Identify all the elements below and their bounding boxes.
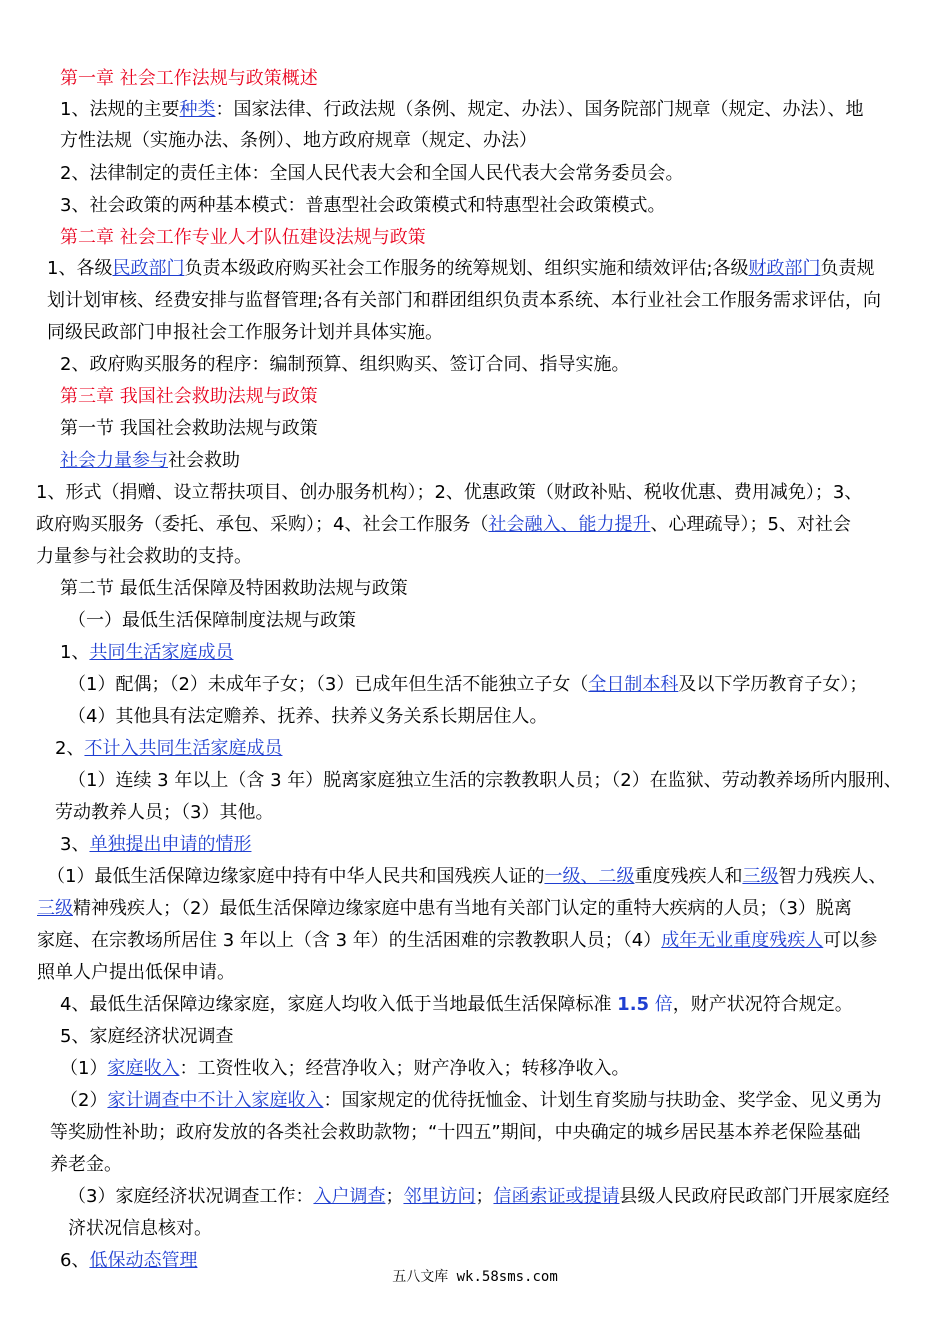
chapter-2-heading: 第二章 社会工作专业人才队伍建设法规与政策 — [60, 227, 426, 248]
link-dandu-shenqing[interactable]: 单独提出申请的情形 — [89, 834, 252, 855]
paragraph-line: 5、家庭经济状况调查 — [60, 1026, 234, 1047]
link-shehui-liliang[interactable]: 社会力量参与 — [60, 450, 168, 471]
paragraph-line: 划计划审核、经费安排与监督管理;各有关部门和群团组织负责本系统、本行业社会工作服务需求评估，向 — [47, 290, 882, 311]
paragraph-line: 三级精神残疾人；（2）最低生活保障边缘家庭中患有当地有关部门认定的重特大疾病的人员；（3）脱离 — [37, 898, 852, 919]
link-jiating-shouru[interactable]: 家庭收入 — [107, 1058, 180, 1079]
link-shehui-rongru[interactable]: 社会融入、能力提升 — [488, 514, 651, 535]
paragraph-line: 劳动教养人员；（3）其他。 — [55, 802, 274, 823]
paragraph-line: 社会力量参与社会救助 — [60, 450, 240, 471]
paragraph-line: 3、社会政策的两种基本模式：普惠型社会政策模式和特惠型社会政策模式。 — [60, 195, 666, 216]
paragraph-line: 1、形式（捐赠、设立帮扶项目、创办服务机构）；2、优惠政策（财政补贴、税收优惠、费用减免）；3、 — [36, 482, 863, 503]
paragraph-line: 方性法规（实施办法、条例）、地方政府规章（规定、办法） — [60, 130, 537, 151]
paragraph-line: 家庭、在宗教场所居住 3 年以上（含 3 年）的生活困难的宗教教职人员；（4）成年无业重度残疾人可以参 — [37, 930, 878, 951]
link-linli-fangwen[interactable]: 邻里访问 — [403, 1186, 476, 1207]
chapter-1-heading: 第一章 社会工作法规与政策概述 — [60, 68, 318, 89]
paragraph-line: （1）最低生活保障边缘家庭中持有中华人民共和国残疾人证的一级、二级重度残疾人和三级智力残疾人、 — [47, 866, 887, 887]
paragraph-line: （2）家计调查中不计入家庭收入：国家规定的优待抚恤金、计划生育奖励与扶助金、奖学金、见义勇为 — [60, 1090, 882, 1111]
paragraph-line: 同级民政部门申报社会工作服务计划并具体实施。 — [47, 322, 443, 343]
link-chengnian-wuye[interactable]: 成年无业重度残疾人 — [661, 930, 824, 951]
paragraph-line: 4、最低生活保障边缘家庭，家庭人均收入低于当地最低生活保障标准 1.5 倍，财产状况符合规定。 — [60, 994, 853, 1015]
paragraph-line: （3）家庭经济状况调查工作：入户调查；邻里访问；信函索证或提请县级人民政府民政部门开展家庭经 — [68, 1186, 890, 1207]
link-yiji-erji[interactable]: 一级、二级 — [544, 866, 635, 887]
section-2-heading: 第二节 最低生活保障及特困救助法规与政策 — [60, 578, 408, 599]
link-bujiru-chengyuan[interactable]: 不计入共同生活家庭成员 — [84, 738, 283, 759]
link-xinhan-suozheng[interactable]: 信函索证或提请 — [493, 1186, 620, 1207]
paragraph-line: （1）家庭收入：工资性收入；经营净收入；财产净收入；转移净收入。 — [60, 1058, 630, 1079]
paragraph-line: 1、各级民政部门负责本级政府购买社会工作服务的统筹规划、组织实施和绩效评估;各级财政部门负责规 — [47, 258, 875, 279]
paragraph-line: 2、政府购买服务的程序：编制预算、组织购买、签订合同、指导实施。 — [60, 354, 630, 375]
link-minzheng-bumen[interactable]: 民政部门 — [112, 258, 185, 279]
link-dibao-dongtai[interactable]: 低保动态管理 — [89, 1250, 198, 1271]
paragraph-line: 6、低保动态管理 — [60, 1250, 198, 1271]
chapter-3-heading: 第三章 我国社会救助法规与政策 — [60, 386, 318, 407]
paragraph-line: 等奖励性补助；政府发放的各类社会救助款物；“十四五”期间，中央确定的城乡居民基本养老保险基础 — [50, 1122, 861, 1143]
paragraph-line: （1）配偶；（2）未成年子女；（3）已成年但生活不能独立子女（全日制本科及以下学历教育子女）； — [68, 674, 868, 695]
paragraph-line: 1、共同生活家庭成员 — [60, 642, 234, 663]
link-sanji-zhili[interactable]: 三级 — [742, 866, 779, 887]
link-ruhu-diaocha[interactable]: 入户调查 — [313, 1186, 386, 1207]
paragraph-line: （1）连续 3 年以上（含 3 年）脱离家庭独立生活的宗教教职人员；（2）在监狱、劳动教养场所内服刑、 — [68, 770, 902, 791]
subsection-heading: （一）最低生活保障制度法规与政策 — [68, 610, 356, 631]
paragraph-line: （4）其他具有法定赡养、抚养、扶养义务关系长期居住人。 — [68, 706, 548, 727]
paragraph-line: 1、法规的主要种类：国家法律、行政法规（条例、规定、办法）、国务院部门规章（规定、办法）、地 — [60, 99, 864, 120]
highlight-1-5: 1.5 — [617, 994, 650, 1015]
paragraph-line: 济状况信息核对。 — [68, 1218, 212, 1239]
link-gongtong-shenghuo[interactable]: 共同生活家庭成员 — [89, 642, 234, 663]
section-1-heading: 第一节 我国社会救助法规与政策 — [60, 418, 318, 439]
footer-watermark: 五八文库 wk.58sms.com — [392, 1269, 558, 1285]
paragraph-line: 3、单独提出申请的情形 — [60, 834, 252, 855]
paragraph-line: 照单人户提出低保申请。 — [37, 962, 235, 983]
paragraph-line: 2、法律制定的责任主体：全国人民代表大会和全国人民代表大会常务委员会。 — [60, 163, 684, 184]
link-zhonglei[interactable]: 种类 — [179, 99, 216, 120]
paragraph-line: 养老金。 — [50, 1154, 122, 1175]
paragraph-line: 政府购买服务（委托、承包、采购）；4、社会工作服务（社会融入、能力提升、心理疏导）；5、对社会 — [36, 514, 851, 535]
paragraph-line: 力量参与社会救助的支持。 — [36, 546, 252, 567]
paragraph-line: 2、不计入共同生活家庭成员 — [55, 738, 283, 759]
link-jiji-diaocha[interactable]: 家计调查中不计入家庭收入 — [107, 1090, 324, 1111]
link-caizheng-bumen[interactable]: 财政部门 — [748, 258, 821, 279]
link-quanrizhi-benke[interactable]: 全日制本科 — [588, 674, 679, 695]
link-sanji-jingshen[interactable]: 三级 — [37, 898, 73, 919]
